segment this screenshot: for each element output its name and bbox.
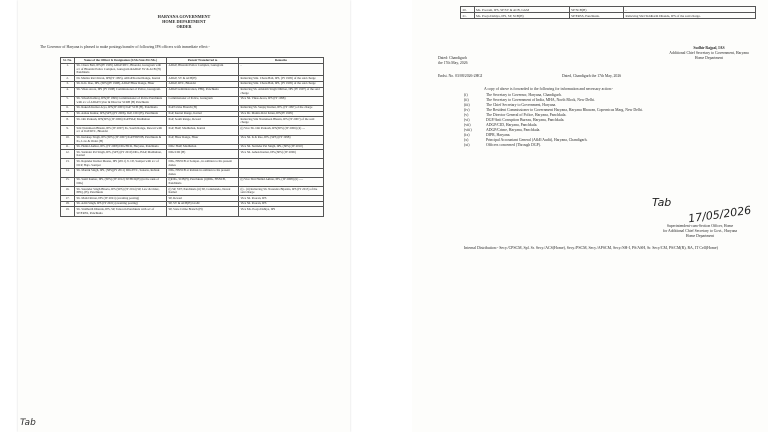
serial-cell: 17.	[61, 196, 75, 202]
remarks-cell: Vice Sh. Ashok Kumar, IPS,(SPS) (IY 2006)	[239, 150, 324, 159]
signatory-department: Home Department	[694, 56, 724, 60]
officer-cell: Sh. Surinder Pal Singh, IPS, (SPS) (IY 2010) DIG, HAP, Madhuban, Karnal	[75, 150, 167, 159]
endorsement-date: Dated, Chandigarh the 17th May, 2026	[562, 74, 622, 78]
order-page-right	[412, 0, 768, 432]
list-item-number: (iv)	[464, 108, 470, 112]
list-item-text: The Chief Secretary to Government, Haryana.	[486, 103, 557, 107]
list-item-text: ADGP/CID, Haryana, Panchkula.	[486, 123, 538, 127]
list-item-text: The Director General of Police, Haryana, Panchkula.	[486, 113, 567, 117]
order-page-left	[18, 0, 350, 432]
copy-text: A copy of above is forwarded to the following for information and necessary action:-	[484, 87, 614, 91]
remarks-cell: Relieving Sh. Amitabh Singh Dhillon, IPS (IY 1997) of the said charge	[239, 87, 324, 96]
posted-cell: Commissioner of Police, Gurugram	[167, 96, 239, 105]
serial-cell: 21.	[461, 13, 475, 19]
posted-cell: ADGP, RTC, Bhondsi	[167, 81, 239, 87]
list-item-number: (iii)	[464, 103, 470, 107]
serial-cell: 8.	[61, 117, 75, 126]
table-row	[61, 168, 324, 177]
posted-cell: IGP, HAP, Madhuban, Karnal	[167, 126, 239, 135]
officer-cell: Sh. Om Parkash, IPS(SPS) (IY 2006) IGP/HAP, Madhuban	[75, 117, 167, 126]
posted-cell: IGP/Crime Branch (H)	[167, 105, 239, 111]
list-item-text: The Secretary to Government of India, MHA, North Block, New Delhi.	[486, 98, 595, 102]
posted-cell: ADGP, Bhondsi Police Complex, Gurugram	[167, 63, 239, 76]
posted-cell: IGP, South Range, Rewari	[167, 117, 239, 126]
dated-date: the 17th May, 2026	[438, 61, 468, 65]
officer-cell: Sh. Maniik Singh, IPS, (SPS)(IY 2011) DIG/PTC, Sunaria, Rohtak	[75, 168, 167, 177]
column-header: Name of the Officer & Designation (S/Sh./Smt./Dr./Ms.)	[75, 58, 167, 64]
officer-cell: Sh. Sunil Kumar, IPS, (SPS) (IY 2012) SP/HCR(H) (in the rank of DIG)	[75, 177, 167, 186]
serial-cell: 3.	[61, 81, 75, 87]
officer-cell: Ms. Pooram, IPS, SP/SV & ACB, GGM	[474, 7, 569, 13]
remarks-cell: Vice Ms. Pooja Dahiya, IPS	[239, 207, 324, 216]
remarks-cell: (i) Vice Shri Hamid Akhtar, IPS, (IY 2008) (ii) ----	[239, 177, 324, 186]
header-line-2: HOME DEPARTMENT	[162, 19, 206, 24]
table-row	[61, 135, 324, 144]
posted-cell: DIG/ HAP, Madhuban	[167, 144, 239, 150]
table-row	[461, 13, 756, 19]
remarks-cell: (i) Vice Sh. Om Parkash, IPS(SPS) (IY 2006) (ii) ....	[239, 126, 324, 135]
officer-cell: Sh. Sibash Kabiraj, IPS(IY 1999) Commissioner of Police Panchkula with a/c of ADGP/Cyber & Director SCRB (H) Panchkula	[75, 96, 167, 105]
signatory-designation: Additional Chief Secretary to Government, Haryana	[669, 51, 749, 55]
list-item-number: (xi)	[464, 143, 470, 147]
list-item-number: (ix)	[464, 133, 470, 137]
postings-table-continued	[460, 6, 756, 19]
officer-block	[636, 224, 764, 239]
column-header: Sr. No.	[61, 58, 75, 64]
header-line-1: HARYANA GOVERNMENT	[157, 14, 211, 19]
list-item-number: (v)	[464, 113, 469, 117]
officer-cell: Dr. Mamta Ravi Kiran, IPS(IY 1995), ADGP/Karnal Range, Karnal	[75, 76, 167, 82]
internal-distribution: Internal Distribution:- Secy./CPSCM, Spl. Sr. Secy./ACS(Home), Secy./PSCM, Secy./APSCM, Secy./SH-I, PS/ASH, Sr. Secy/CM, PS/CM(R), RA, IT Cell(Home)	[464, 246, 718, 250]
remarks-cell: Relieving Smt Naznmeen Bhasin, IPS (IY 2007) of the said charge	[239, 117, 324, 126]
officer-cell: Ms. Pooja Dahiya, IPS, SP, SCB(H)	[474, 13, 569, 19]
list-item-number: (i)	[464, 93, 468, 97]
serial-cell: 4.	[61, 87, 75, 96]
list-item-number: (x)	[464, 138, 469, 142]
serial-cell: 19.	[61, 207, 75, 216]
serial-cell: 10.	[61, 135, 75, 144]
list-item	[464, 143, 754, 148]
table-row	[61, 159, 324, 168]
list-item-number: (viii)	[464, 128, 472, 132]
posted-cell: IGP, Hisar Range, Hisar	[167, 135, 239, 144]
posted-cell: (i) SP, STF, Panchkula (ii) SP, Commando, Newal Kamal	[167, 187, 239, 196]
serial-cell: 20.	[461, 7, 475, 13]
remarks-cell	[239, 168, 324, 177]
table-row	[61, 177, 324, 186]
serial-cell: 7.	[61, 111, 75, 117]
posted-cell: IGP, Karnal Range, Karnal	[167, 111, 239, 117]
officer-cell: Smt Naznmeen Bhasin, IPS (IY 2007) IG, South Range, Rewari with a/c of IGP/RTC, Bhondsi	[75, 126, 167, 135]
table-row	[61, 87, 324, 96]
signatory-name: Sudhir Rajpal, IAS	[693, 46, 725, 50]
endorsement-number: Endst. No. 03/08/2026-2HGI	[438, 74, 483, 78]
table-row	[61, 126, 324, 135]
officer-title-1: Superintendent-cum-Section Officer, Home	[666, 224, 734, 228]
signatory-block	[654, 46, 764, 61]
remarks-cell: Vice Sh. Surinder Pal Singh, IPS, (SPS) (IY 2010)	[239, 144, 324, 150]
list-item-text: ADGP/Crime, Haryana, Panchkula.	[486, 128, 541, 132]
officer-cell: Sh. Rakesh Kumar Arya, IPS(IY 2003) IGP/ SCB (H), Panchkula	[75, 105, 167, 111]
posted-cell: DIG/CID (H)	[167, 150, 239, 159]
serial-cell: 2.	[61, 76, 75, 82]
posted-cell: DIG, HSNCB at Rohtak in addition to his present duties	[167, 168, 239, 177]
dated-place: Dated: Chandigarh	[438, 56, 467, 60]
officer-cell: Sh. Kuldeep Singh, IPS (SPS) (IY 2007) IGP/HSENB, Panchkula & IG, Law & Order (H)	[75, 135, 167, 144]
table-row	[61, 96, 324, 105]
list-item-text: DIPR, Haryana.	[486, 133, 511, 137]
posted-cell: SP/ERSS, Panchkula.	[569, 13, 623, 19]
serial-cell: 13.	[61, 159, 75, 168]
list-item-text: Officers concerned (Through DGP).	[486, 143, 541, 147]
officer-cell: Sh. K.K. Rao, IPS, (SPS)(IY 1998), ADGP/Hisar Range, Hisar	[75, 81, 167, 87]
table-row	[61, 150, 324, 159]
officer-cell: Sh. Aditi Singh, IPS (IY 2021) (awaiting posting)	[75, 201, 167, 207]
column-header: Posted/ Transferred to	[167, 58, 239, 64]
list-item-text: Principal Accountant General (A&E/Audit), Haryana, Chandigarh.	[486, 138, 588, 142]
remarks-cell	[239, 159, 324, 168]
officer-cell: Sh. Charu Bali, IPS(IY 1995) ADGP/RTC, Bhondsi, Gurugram with a/c of Bhondsi Police Complex, Gurugram &ADGP SV & ACB (H) Panchkula	[75, 63, 167, 76]
list-item-number: (ii)	[464, 98, 469, 102]
distribution-list	[464, 93, 754, 148]
posted-cell: DIG, HSNCB at Sonipat., in addition to his present duties	[167, 159, 239, 168]
serial-cell: 11.	[61, 144, 75, 150]
remarks-cell: -	[624, 7, 756, 13]
posted-cell: SP, State Crime Branch (H)	[167, 207, 239, 216]
handwritten-date: 17/05/2026	[687, 203, 753, 226]
officer-cell: Sh. Siddharth Dhanda, IPS, SP, Telecom Panchkula with a/c of SP/ERSS, Panchkula	[75, 207, 167, 216]
serial-cell: 14.	[61, 168, 75, 177]
officer-cell: Sh. Surender Singh Bhoria, IPS (SPS) (IY 2014) SP, Law & Order, PHQ, (H), Panchkula	[75, 187, 167, 196]
serial-cell: 9.	[61, 126, 75, 135]
order-intro: The Governor of Haryana is pleased to make postings/transfer of following IPS officers with immediate effect:-	[40, 45, 210, 49]
officer-cell: Sh. Rajender Kumar Meena, IPS (2011) Jt. CP, Sonipat with a/c of DCP, Hqrs. Sonipat	[75, 159, 167, 168]
remarks-cell: Vice Dr. Mamta Ravi Kiran, IPS(IY 1995)	[239, 111, 324, 117]
remarks-cell: Relieving Smt. Charu Bali, IPS, (IY 1995) of the said charge	[239, 76, 324, 82]
officer-cell: Sh. Vikas Arora, IPS (IY 1998) Commissioner of Police, Gurugram.	[75, 87, 167, 96]
remarks-cell: Relieving Shri Siddharth Dhanda, IPS of the said charge.	[624, 13, 756, 19]
officer-cell: Sh. Ashok Kumar, IPS,(SPS) (IY 2006), IGP, CID (H), Panchkula	[75, 111, 167, 117]
officer-title-2: for Additional Chief Secretary to Govt., Haryana	[662, 229, 738, 233]
table-row	[61, 207, 324, 216]
table-row	[61, 187, 324, 196]
list-item-text: The Secretary to Governor, Haryana, Chandigarh.	[486, 93, 562, 97]
serial-cell: 15.	[61, 177, 75, 186]
serial-cell: 18.	[61, 201, 75, 207]
handwritten-mark: Tab	[20, 418, 36, 428]
posted-cell: SP, SV & ACB(H) GGM	[167, 201, 239, 207]
remarks-cell: -	[239, 63, 324, 76]
remarks-cell: Relieving Smt. Charu Bali, IPS, (IY 1995) of the said charge	[239, 81, 324, 87]
serial-cell: 16.	[61, 187, 75, 196]
serial-cell: 6.	[61, 105, 75, 111]
handwritten-signature: Tab	[652, 196, 672, 209]
remarks-cell: Vice Sh. K.K Rao, IPS, (SPS) (IY 1998)	[239, 135, 324, 144]
column-header: Remarks	[239, 58, 324, 64]
remarks-cell: Vice Sh. Pooran, IPS	[239, 196, 324, 202]
remarks-cell: Vice Sh. Pooran, IPS	[239, 201, 324, 207]
posted-cell: ADGP, SV & ACB(H)	[167, 76, 239, 82]
remarks-cell: Relieving Sh. Sanjay Kumar, IPS, (IY 1997) of the charge	[239, 105, 324, 111]
posted-cell: (i)DIG, SCB(H), Panchkula (ii)DIG, HSNCB, Panchkula	[167, 177, 239, 186]
list-item-number: (vii)	[464, 123, 471, 127]
remarks-cell: Vice Sh. Vikas Arora, IPS (IY 1998)	[239, 96, 324, 105]
list-item-number: (vi)	[464, 118, 470, 122]
list-item-text: The Resident Commissioner to Government Haryana, Haryana Bhawan, Copernicus Marg, New Delhi.	[486, 108, 643, 112]
posted-cell: ADGP/Administration, PHQ, Panchkula	[167, 87, 239, 96]
serial-cell: 12.	[61, 150, 75, 159]
posted-cell: SP, Rewari	[167, 196, 239, 202]
serial-cell: 1.	[61, 63, 75, 76]
postings-table	[60, 57, 324, 217]
posted-cell: SP/SCB(H)	[569, 7, 623, 13]
remarks-cell: (i) - (ii) Relieving Sh. Narendra Bijarnia, IPS (IY 2013) of the said charge	[239, 187, 324, 196]
list-item-text: DGP/Anti Corruption Bureau, Haryana, Panchkula.	[486, 118, 565, 122]
header-line-3: ORDER	[176, 24, 192, 29]
officer-title-3: Home Department	[685, 234, 715, 238]
serial-cell: 5.	[61, 96, 75, 105]
table-row	[61, 117, 324, 126]
officer-cell: Sh. Hamid Akhtar, IPS, (IY 2008) DIG/HCR, Haryana, Panchkula	[75, 144, 167, 150]
officer-cell: Sh. Mohd Imran, IPS (IY 2021) (awaiting posting)	[75, 196, 167, 202]
table-row	[61, 63, 324, 76]
